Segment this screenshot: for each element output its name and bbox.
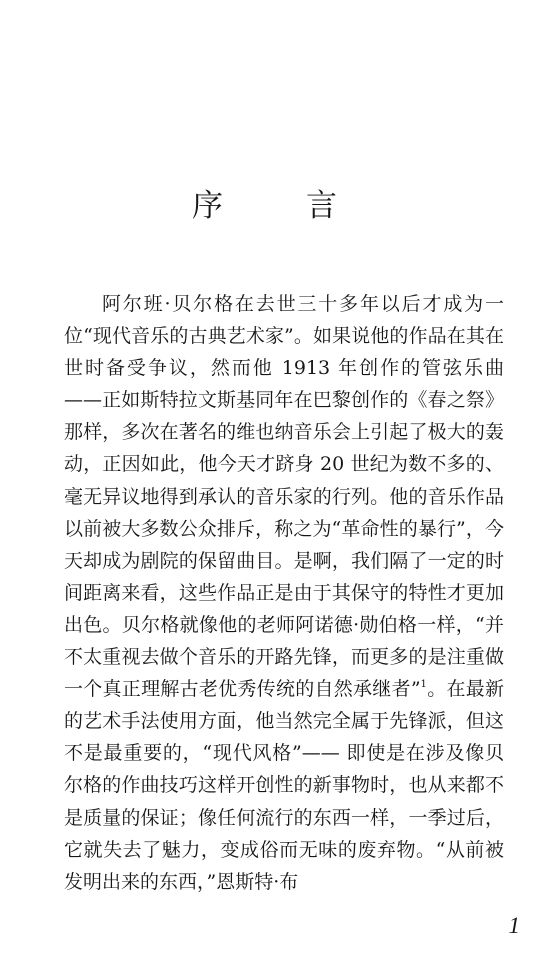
title-char-2: 言 [306, 188, 337, 224]
footnote-marker: 1 [420, 679, 427, 691]
paragraph-text: 阿尔班·贝尔格在去世三十多年以后才成为一位“现代音乐的古典艺术家”。如果说他的作品在其在世时备受争议，然而他 1913 年创作的管弦乐曲——正如斯特拉文斯基同年在巴黎创作的《春之祭》那样，多次在著名的维也纳音乐会上引起了极大的轰动，正因如此，他今天才跻身 20 世纪为数不多的、毫无异议地得到承认的音乐家的行列。他的音乐作品以前被大多数公众排斥，称之为“革命性的暴行”，今天却成为剧院的保留曲目。是啊，我们隔了一定的时间距离来看，这些作品正是由于其保守的特性才更加出色。贝尔格就像他的老师阿诺德·勋伯格一样，“并不太重视去做个音乐的开路先锋，而更多的是注重做一个真正理解古老优秀传统的自然承继者” [64, 293, 504, 701]
page-number: 1 [508, 913, 520, 938]
body-paragraph [64, 288, 504, 898]
chapter-title [0, 186, 560, 226]
title-char-1: 序 [192, 188, 223, 224]
paragraph-text-continued: 。在最新的艺术手法使用方面，他当然完全属于先锋派，但这不是最重要的，“现代风格”—— 即使是在涉及像贝尔格的作曲技巧这样开创性的新事物时，也从来都不是质量的保证；像任何流行的东西一样，一季过后，它就失去了魅力，变成俗而无味的废弃物。“从前被发明出来的东西，”恩斯特·布 [64, 678, 504, 893]
